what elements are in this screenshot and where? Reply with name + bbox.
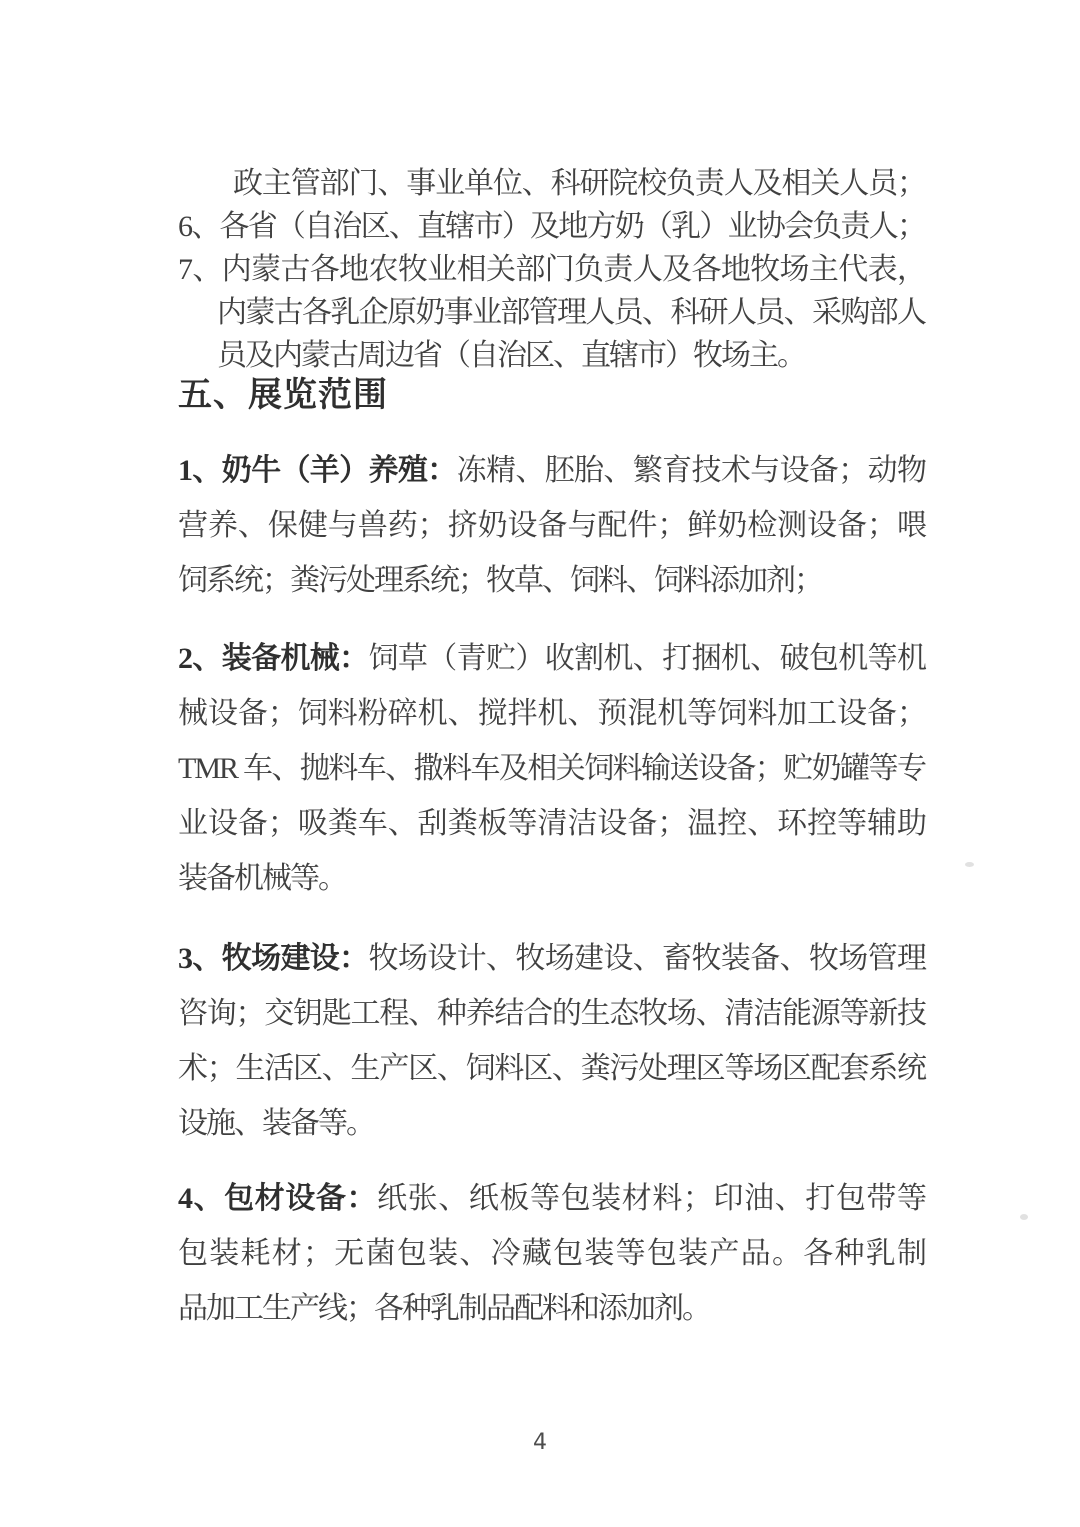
text-line — [178, 1171, 925, 1226]
text-line — [178, 631, 925, 686]
text-line: 业设备；吸粪车、刮粪板等清洁设备；温控、环控等辅助 — [178, 807, 925, 840]
scan-speck — [1020, 1214, 1028, 1220]
category-label: 1、奶牛（羊）养殖： — [178, 454, 457, 487]
exhibit-category-equipment-machinery — [178, 631, 925, 906]
exhibit-category-packaging-equipment — [178, 1171, 925, 1336]
category-text: 牧场设计、牧场建设、畜牧装备、牧场管理 — [368, 942, 926, 975]
exhibit-category-ranch-construction — [178, 931, 925, 1151]
text-line — [178, 443, 925, 498]
scan-speck — [965, 862, 974, 867]
text-line: 员及内蒙古周边省（自治区、直辖市）牧场主。 — [217, 339, 805, 372]
exhibit-category-dairy-breeding — [178, 443, 925, 608]
category-label: 4、包材设备： — [178, 1182, 378, 1215]
category-label: 3、牧场建设： — [178, 942, 369, 975]
text-line: 政主管部门、事业单位、科研院校负责人及相关人员； — [233, 167, 925, 200]
category-text: 冻精、胚胎、繁育技术与设备；动物 — [456, 454, 926, 487]
section-heading-exhibition-scope: 五、展览范围 — [178, 377, 388, 414]
page-number: 4 — [533, 1430, 547, 1455]
attendee-list-continuation — [178, 162, 925, 377]
text-line: 内蒙古各乳企原奶事业部管理人员、科研人员、采购部人 — [217, 296, 925, 329]
text-line: 装备机械等。 — [178, 862, 346, 895]
text-line: 营养、保健与兽药；挤奶设备与配件；鲜奶检测设备；喂 — [178, 509, 925, 542]
category-label: 2、装备机械： — [178, 642, 369, 675]
page-body — [178, 162, 925, 1336]
text-line: TMR 车、抛料车、撒料车及相关饲料输送设备；贮奶罐等专 — [178, 752, 925, 785]
text-line: 饲系统；粪污处理系统；牧草、饲料、饲料添加剂； — [178, 564, 822, 597]
list-item-6: 6、各省（自治区、直辖市）及地方奶（乳）业协会负责人； — [178, 210, 925, 243]
text-line: 设施、装备等。 — [178, 1107, 374, 1140]
category-text: 纸张、纸板等包装材料；印油、打包带等 — [377, 1182, 926, 1215]
text-line: 术；生活区、生产区、饲料区、粪污处理区等场区配套系统 — [178, 1052, 925, 1085]
category-text: 饲草（青贮）收割机、打捆机、破包机等机 — [368, 642, 926, 675]
text-line: 品加工生产线；各种乳制品配料和添加剂。 — [178, 1292, 710, 1325]
text-line: 械设备；饲料粉碎机、搅拌机、预混机等饲料加工设备； — [178, 697, 925, 730]
text-line — [178, 931, 925, 986]
list-item-7: 7、内蒙古各地农牧业相关部门负责人及各地牧场主代表， — [178, 253, 925, 286]
text-line: 咨询；交钥匙工程、种养结合的生态牧场、清洁能源等新技 — [178, 997, 925, 1030]
text-line: 包装耗材；无菌包装、冷藏包装等包装产品。各种乳制 — [178, 1237, 925, 1270]
